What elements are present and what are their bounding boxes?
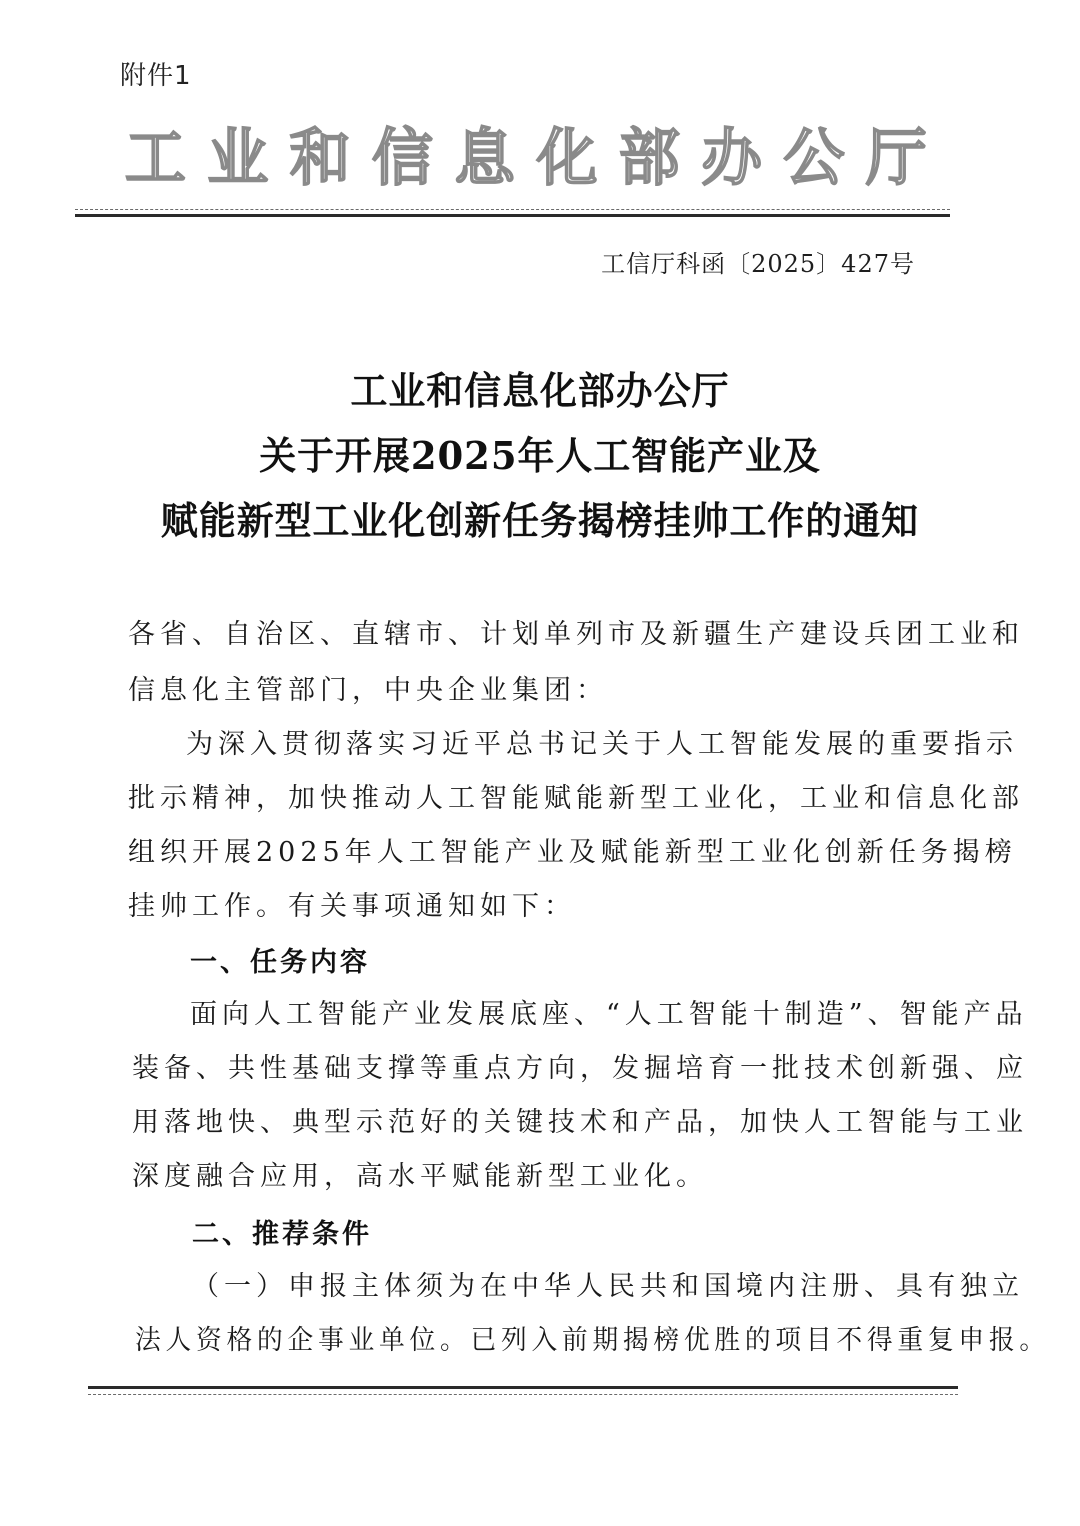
- section2-line-1: （一）申报主体须为在中华人民共和国境内注册、具有独立: [192, 1271, 1024, 1302]
- section2-heading: 二、推荐条件: [192, 1219, 372, 1250]
- section1-line-3: 用落地快、典型示范好的关键技术和产品，加快人工智能与工业: [132, 1107, 1028, 1138]
- top-rule-thin: [75, 209, 950, 210]
- addressee-line-2: 信息化主管部门，中央企业集团：: [128, 675, 608, 706]
- document-number: 工信厅科函〔2025〕427号: [601, 250, 915, 278]
- section1-line-1: 面向人工智能产业发展底座、“人工智能十制造”、智能产品: [190, 999, 1028, 1030]
- letterhead: 工业和信息化部办公厅: [125, 121, 949, 194]
- bottom-rule-thin: [88, 1394, 958, 1395]
- section2-line-2: 法人资格的企事业单位。已列入前期揭榜优胜的项目不得重复申报。: [135, 1325, 1050, 1356]
- attachment-label: 附件1: [120, 61, 192, 91]
- intro-line-2: 批示精神，加快推动人工智能赋能新型工业化，工业和信息化部: [128, 783, 1024, 814]
- top-rule-thick: [75, 214, 950, 217]
- title-line-1: 工业和信息化部办公厅: [350, 368, 730, 413]
- intro-line-1: 为深入贯彻落实习近平总书记关于人工智能发展的重要指示: [186, 729, 1018, 760]
- title-line-3: 赋能新型工业化创新任务揭榜挂帅工作的通知: [160, 498, 920, 543]
- bottom-rule-thick: [88, 1386, 958, 1389]
- intro-line-3: 组织开展2025年人工智能产业及赋能新型工业化创新任务揭榜: [128, 837, 1017, 868]
- title-line-2: 关于开展2025年人工智能产业及: [259, 433, 821, 478]
- section1-heading: 一、任务内容: [190, 947, 370, 978]
- section1-line-4: 深度融合应用，高水平赋能新型工业化。: [132, 1161, 708, 1192]
- section1-line-2: 装备、共性基础支撑等重点方向，发掘培育一批技术创新强、应: [132, 1053, 1028, 1084]
- addressee-line-1: 各省、自治区、直辖市、计划单列市及新疆生产建设兵团工业和: [128, 619, 1024, 650]
- intro-line-4: 挂帅工作。有关事项通知如下：: [128, 891, 576, 922]
